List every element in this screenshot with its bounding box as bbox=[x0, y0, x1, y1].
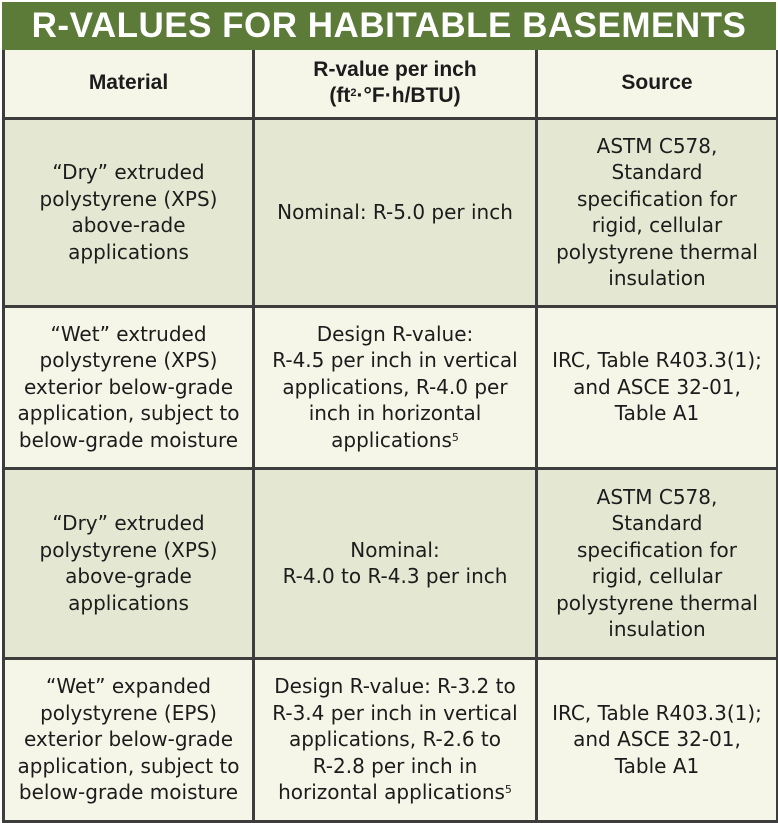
rvalue-text: Design R-value: R-4.5 per inch in vertical applications, R-4.0 per inch in horizontal applications bbox=[272, 321, 518, 452]
header-rvalue-units-sup: 2 bbox=[350, 87, 357, 100]
rvalue-footnote: 5 bbox=[451, 430, 459, 444]
header-rvalue-line1: R-value per inch bbox=[313, 58, 477, 82]
rvalues-table bbox=[2, 50, 778, 823]
header-rvalue bbox=[254, 50, 537, 118]
rvalue-text: Nominal: R-5.0 per inch bbox=[277, 199, 513, 224]
source-cell: IRC, Table R403.3(1); and ASCE 32-01, Table A1 bbox=[537, 658, 778, 821]
header-source: Source bbox=[537, 50, 778, 118]
material-cell: “Dry” extruded polystyrene (XPS) above-rade applications bbox=[4, 118, 254, 306]
source-cell: IRC, Table R403.3(1); and ASCE 32-01, Table A1 bbox=[537, 306, 778, 468]
rvalue-text: Nominal: R-4.0 to R-4.3 per inch bbox=[282, 537, 508, 588]
rvalue-footnote: 5 bbox=[504, 783, 512, 797]
header-rvalue-units-b: ·°F·h/BTU) bbox=[356, 84, 461, 108]
table-row bbox=[4, 468, 778, 658]
rvalue-cell bbox=[254, 118, 537, 306]
material-cell: “Wet” extruded polystyrene (XPS) exterior below-grade application, subject to below-grade moisture bbox=[4, 306, 254, 468]
material-cell: “Dry” extruded polystyrene (XPS) above-grade applications bbox=[4, 468, 254, 658]
table-row bbox=[4, 118, 778, 306]
table-row bbox=[4, 658, 778, 821]
material-cell: “Wet” expanded polystyrene (EPS) exterior below-grade application, subject to below-grade moisture bbox=[4, 658, 254, 821]
rvalue-text: Design R-value: R-3.2 to R-3.4 per inch in vertical applications, R-2.6 to R-2.8 per inch in horizontal applications bbox=[272, 674, 518, 805]
source-cell: ASTM C578, Standard specification for rigid, cellular polystyrene thermal insulation bbox=[537, 468, 778, 658]
header-row bbox=[4, 50, 778, 118]
rvalue-cell bbox=[254, 658, 537, 821]
header-rvalue-units-a: (ft bbox=[329, 84, 351, 108]
rvalue-cell bbox=[254, 306, 537, 468]
table-title: R-VALUES FOR HABITABLE BASEMENTS bbox=[2, 2, 776, 50]
source-cell: ASTM C578, Standard specification for rigid, cellular polystyrene thermal insulation bbox=[537, 118, 778, 306]
header-material: Material bbox=[4, 50, 254, 118]
table-row bbox=[4, 306, 778, 468]
rvalue-cell bbox=[254, 468, 537, 658]
